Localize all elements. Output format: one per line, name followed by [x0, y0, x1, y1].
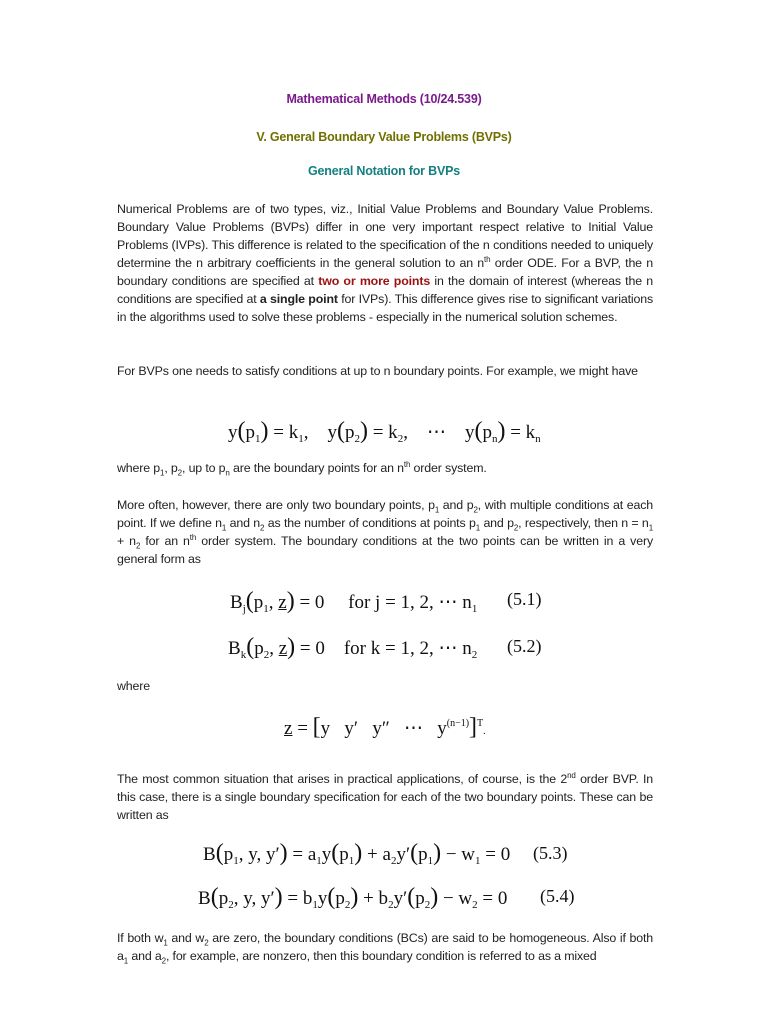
second-order-paragraph: The most common situation that arises in practical applications, of course, is the 2nd order BVP. In this case, there is a single boundary specification for each of the two boundary points. These can be written as: [117, 770, 653, 822]
subsection-title: General Notation for BVPs: [308, 164, 460, 178]
emphasis-single-point: a single point: [259, 292, 338, 306]
equation-number-5-3: (5.3): [533, 843, 568, 863]
equation-boundary-values: $y(p_1) = k_1$, $y(p_2) = k_2$, ⋯ $y(p_n) = k_n$: [228, 418, 541, 445]
equation-number-5-2: (5.2): [507, 636, 542, 656]
intro-paragraph: Numerical Problems are of two types, viz., Initial Value Problems and Boundary Value Problems. Boundary Value Problems (BVPs) differ in one very important respect relative to Initial Value Problems (IVPs). This difference is related to the specification of the n conditions needed to uniquely determine the n arbitrary coefficients in the general solution to an $n^{th}$ order ODE. For a BVP, the n boundary conditions are specified at two or more points in the domain of interest (whereas the n conditions are specified at a single point for IVPs). This difference gives rise to significant variations in the algorithms used to solve these problems - especially in the numerical solution schemes.: [117, 202, 653, 324]
where-label: where: [117, 679, 150, 693]
homogeneous-paragraph: If both $w_1$ and $w_2$ are zero, the boundary conditions (BCs) are said to be homogeneous. Also if both $a_1$ and $a_2$, for example, are nonzero, then this boundary condition is referred to as a mixed: [117, 931, 654, 966]
equation-number-5-4: (5.4): [540, 886, 575, 906]
section-title: V. General Boundary Value Problems (BVPs): [256, 130, 512, 144]
equation-5-3: $B(p_1$, y, $y') = a_1y(p_1) + a_2y'(p_1) - w_1 = 0$: [203, 840, 511, 867]
emphasis-two-or-more-points: two or more points: [318, 274, 431, 288]
course-title: Mathematical Methods (10/24.539): [286, 92, 482, 106]
equation-5-1: $B_j(p_1$, z) = 0 for j = 1, 2, ⋯ $n_1$: [230, 588, 478, 615]
two-point-paragraph: More often, however, there are only two boundary points, $p_1$ and $p_2$, with multiple conditions at each point. If we define $n_1$ and $n_2$ as the number of conditions at points $p_1$ and $p_2$, respectively, then $n = n_1 + n_2$ for an $n^{th}$ order system. The boundary conditions at the two points can be written in a very general form as: [117, 498, 653, 566]
equation-5-4: $B(p_2$, y, $y') = b_1y(p_2) + b_2y'(p_2) - w_2 = 0$: [198, 884, 508, 911]
boundary-points-sentence: where $p_1$, $p_2$, up to $p_n$ are the boundary points for an $n^{th}$ order system.: [117, 459, 487, 478]
equation-5-2: $B_k(p_2$, z) = 0 for k = 1, 2, ⋯ $n_2$: [228, 634, 478, 661]
equation-number-5-1: (5.1): [507, 589, 542, 609]
equation-state-vector: z = [y y′ y″ ⋯ $y^{(n-1)}]^T$.: [284, 714, 486, 740]
bvp-points-paragraph: For BVPs one needs to satisfy conditions at up to n boundary points. For example, we might have: [117, 364, 638, 378]
